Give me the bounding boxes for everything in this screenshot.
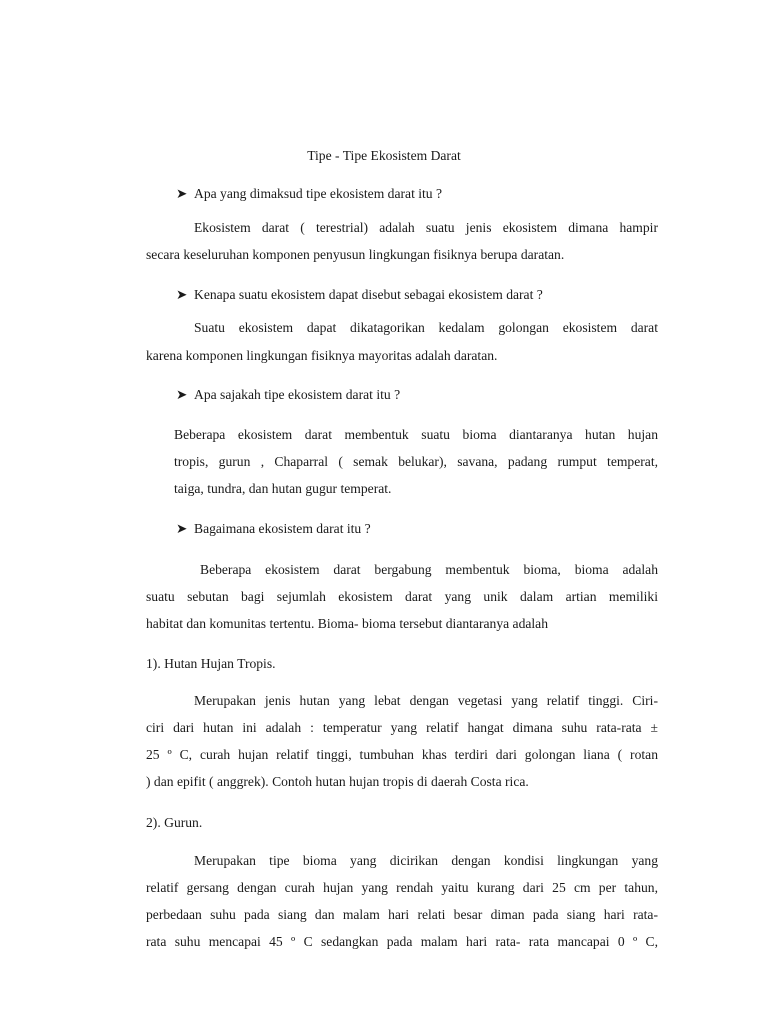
paragraph-1-line-2: secara keseluruhan komponen penyusun lingkungan fisiknya berupa daratan. [146,247,565,262]
bullet-arrow-icon: ➤ [176,387,188,402]
bullet-arrow-icon: ➤ [176,287,188,302]
paragraph-3-line-3: taiga, tundra, dan hutan gugur temperat. [174,481,392,496]
paragraph-5-line-4: ) dan epifit ( anggrek). Contoh hutan hujan tropis di daerah Costa rica. [146,774,529,789]
bullet-arrow-icon: ➤ [176,186,188,201]
question-2: Kenapa suatu ekosistem dapat disebut sebagai ekosistem darat ? [194,287,543,302]
paragraph-5-line-3: 25 º C, curah hujan relatif tinggi, tumbuhan khas terdiri dari golongan liana ( rotan [146,747,658,762]
paragraph-4-line-2: suatu sebutan bagi sejumlah ekosistem darat yang unik dalam artian memiliki [146,589,658,604]
bullet-arrow-icon: ➤ [176,521,188,536]
paragraph-5-line-1: Merupakan jenis hutan yang lebat dengan vegetasi yang relatif tinggi. Ciri- [194,693,658,708]
section-heading-2: 2). Gurun. [146,815,203,830]
question-1: Apa yang dimaksud tipe ekosistem darat itu ? [194,186,443,201]
paragraph-6-line-1: Merupakan tipe bioma yang dicirikan dengan kondisi lingkungan yang [194,853,658,868]
paragraph-1-line-1: Ekosistem darat ( terestrial) adalah suatu jenis ekosistem dimana hampir [194,220,658,235]
paragraph-2-line-1: Suatu ekosistem dapat dikatagorikan kedalam golongan ekosistem darat [194,320,658,335]
paragraph-6-line-2: relatif gersang dengan curah hujan yang rendah yaitu kurang dari 25 cm per tahun, [146,880,658,895]
paragraph-6-line-3: perbedaan suhu pada siang dan malam hari relati besar diman pada siang hari rata- [146,907,658,922]
paragraph-3-line-2: tropis, gurun , Chaparral ( semak belukar), savana, padang rumput temperat, [174,454,658,469]
paragraph-4-line-3: habitat dan komunitas tertentu. Bioma- bioma tersebut diantaranya adalah [146,616,549,631]
document-title: Tipe - Tipe Ekosistem Darat [307,148,461,163]
paragraph-5-line-2: ciri dari hutan ini adalah : temperatur yang relatif hangat dimana suhu rata-rata ± [146,720,658,735]
paragraph-3-line-1: Beberapa ekosistem darat membentuk suatu bioma diantaranya hutan hujan [174,427,658,442]
question-4: Bagaimana ekosistem darat itu ? [194,521,371,536]
question-3: Apa sajakah tipe ekosistem darat itu ? [194,387,401,402]
paragraph-6-line-4: rata suhu mencapai 45 º C sedangkan pada malam hari rata- rata mancapai 0 º C, [146,934,658,949]
paragraph-2-line-2: karena komponen lingkungan fisiknya mayoritas adalah daratan. [146,348,498,363]
section-heading-1: 1). Hutan Hujan Tropis. [146,656,276,671]
paragraph-4-line-1: Beberapa ekosistem darat bergabung membentuk bioma, bioma adalah [200,562,658,577]
